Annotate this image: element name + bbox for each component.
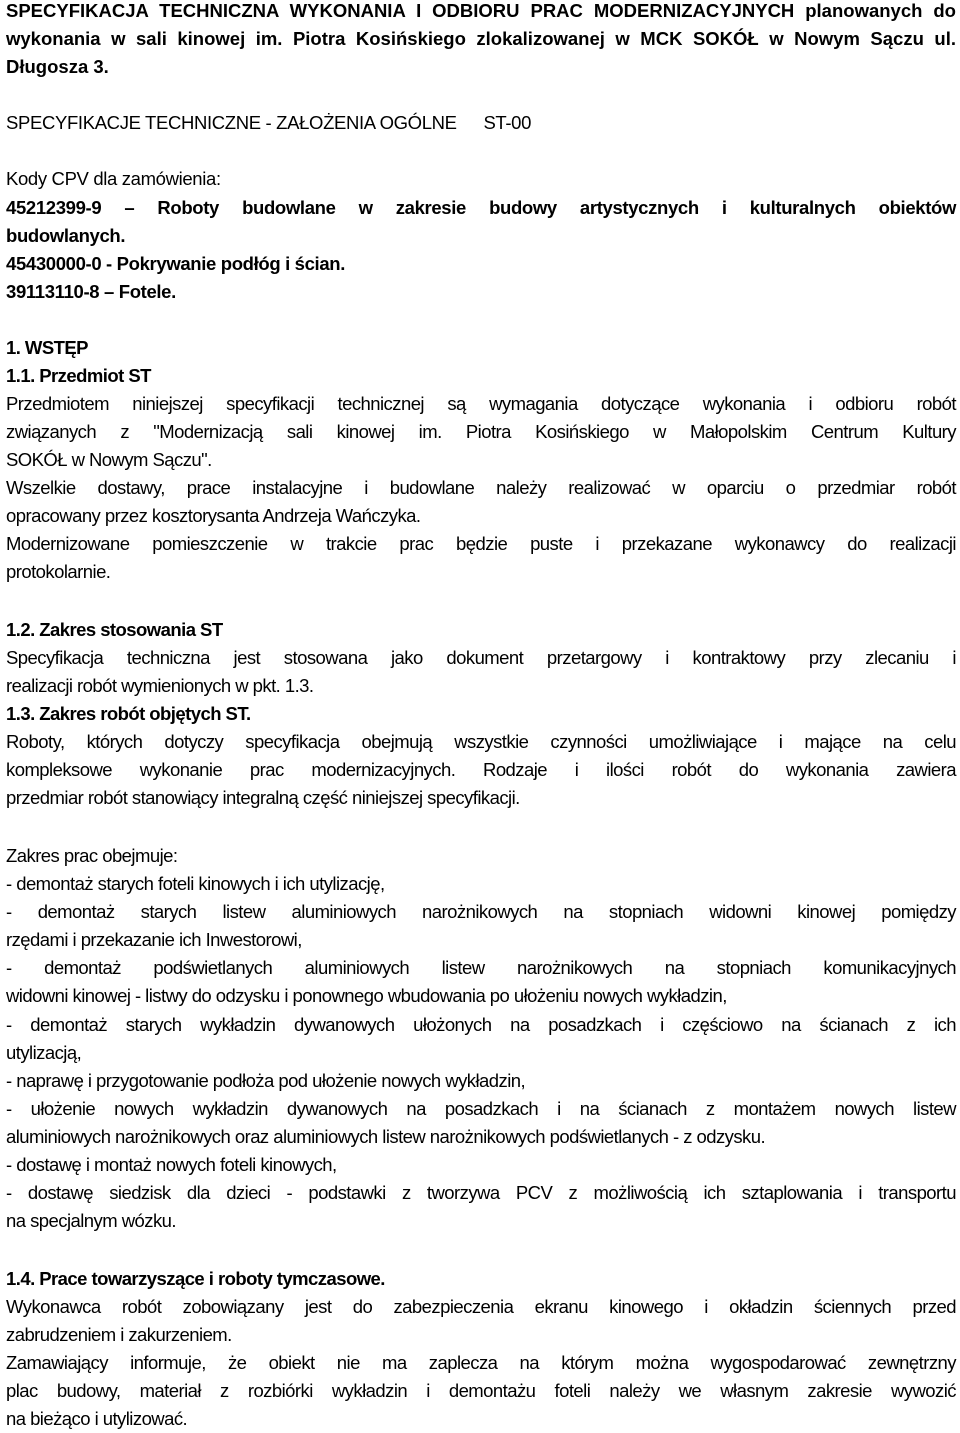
scope-line-8: - naprawę i przygotowanie podłoża pod ułożenie nowych wykładzin, (6, 1070, 526, 1091)
scope-line-11: - dostawę i montaż nowych foteli kinowych, (6, 1154, 337, 1175)
cpv-item-1-cont: budowlanych. (6, 225, 126, 246)
doc-title-line-3: Długosza 3. (6, 56, 109, 77)
cpv-heading: Kody CPV dla zamówienia: (6, 168, 221, 189)
st-code: ST-00 (483, 112, 532, 133)
s11-line-4: Wszelkie dostawy, prace instalacyjne i budowlane należy realizować w oparciu o przedmiar robót (6, 477, 956, 498)
s12-line-1: Specyfikacja techniczna jest stosowana jako dokument przetargowy i kontraktowy przy zlecaniu i (6, 647, 956, 668)
s11-line-5: opracowany przez kosztorysanta Andrzeja Wańczyka. (6, 505, 421, 526)
scope-line-10: aluminiowych narożnikowych oraz aluminiowych listew narożnikowych podświetlanych - z odzysku. (6, 1126, 766, 1147)
section-1-4-heading: 1.4. Prace towarzyszące i roboty tymczasowe. (6, 1268, 385, 1289)
s13-line-1: Roboty, których dotyczy specyfikacja obejmują wszystkie czynności umożliwiające i mające na celu (6, 731, 956, 752)
cpv-item-1: 45212399-9 – Roboty budowlane w zakresie budowy artystycznych i kulturalnych obiektów (6, 197, 956, 218)
s11-line-2: związanych z "Modernizacją sali kinowej im. Piotra Kosińskiego w Małopolskim Centrum Kultury (6, 421, 956, 442)
scope-line-5: widowni kinowej - listwy do odzysku i ponownego wbudowania po ułożeniu nowych wykładzin, (6, 985, 727, 1006)
scope-line-2: - demontaż starych listew aluminiowych narożnikowych na stopniach widowni kinowej pomiędzy (6, 901, 956, 922)
s11-line-3: SOKÓŁ w Nowym Sączu". (6, 449, 212, 470)
doc-title-line-2: wykonania w sali kinowej im. Piotra Kosińskiego zlokalizowanej w MCK SOKÓŁ w Nowym Sączu ul. (6, 28, 956, 49)
s14-line-2: zabrudzeniem i zakurzeniem. (6, 1324, 232, 1345)
s13-line-2: kompleksowe wykonanie prac modernizacyjnych. Rodzaje i ilości robót do wykonania zawiera (6, 759, 956, 780)
st-title-text: SPECYFIKACJE TECHNICZNE - ZAŁOŻENIA OGÓLNE (6, 112, 457, 133)
scope-line-4: - demontaż podświetlanych aluminiowych listew narożnikowych na stopniach komunikacyjnych (6, 957, 956, 978)
s14-line-5: na bieżąco i utylizować. (6, 1408, 188, 1429)
s11-line-1: Przedmiotem niniejszej specyfikacji technicznej są wymagania dotyczące wykonania i odbioru robót (6, 393, 956, 414)
s14-line-3: Zamawiający informuje, że obiekt nie ma zaplecza na którym można wygospodarować zewnętrzny (6, 1352, 956, 1373)
scope-line-9: - ułożenie nowych wykładzin dywanowych na posadzkach i na ścianach z montażem nowych listew (6, 1098, 956, 1119)
scope-line-7: utylizacją, (6, 1042, 82, 1063)
scope-line-6: - demontaż starych wykładzin dywanowych ułożonych na posadzkach i częściowo na ścianach z ich (6, 1014, 956, 1035)
scope-line-13: na specjalnym wózku. (6, 1210, 176, 1231)
scope-line-1: - demontaż starych foteli kinowych i ich utylizację, (6, 873, 385, 894)
cpv-item-2: 45430000-0 - Pokrywanie podłóg i ścian. (6, 253, 346, 274)
s13-line-3: przedmiar robót stanowiący integralną część niniejszej specyfikacji. (6, 787, 520, 808)
st-title (6, 109, 531, 137)
s12-line-2: realizacji robót wymienionych w pkt. 1.3. (6, 675, 314, 696)
s11-line-6: Modernizowane pomieszczenie w trakcie prac będzie puste i przekazane wykonawcy do realizacji (6, 533, 956, 554)
cpv-item-3: 39113110-8 – Fotele. (6, 281, 176, 302)
doc-title-line-1: SPECYFIKACJA TECHNICZNA WYKONANIA I ODBIORU PRAC MODERNIZACYJNYCH planowanych do (6, 0, 956, 21)
section-1-2-heading: 1.2. Zakres stosowania ST (6, 619, 223, 640)
section-1-1-heading: 1.1. Przedmiot ST (6, 365, 151, 386)
scope-line-12: - dostawę siedzisk dla dzieci - podstawki z tworzywa PCV z możliwością ich sztaplowania i transportu (6, 1182, 956, 1203)
scope-line-3: rzędami i przekazanie ich Inwestorowi, (6, 929, 302, 950)
s11-line-7: protokolarnie. (6, 561, 111, 582)
section-1-heading: 1. WSTĘP (6, 337, 88, 358)
scope-heading: Zakres prac obejmuje: (6, 845, 178, 866)
s14-line-4: plac budowy, materiał z rozbiórki wykładzin i demontażu foteli należy we własnym zakresie wywozić (6, 1380, 956, 1401)
section-1-3-heading: 1.3. Zakres robót objętych ST. (6, 703, 251, 724)
s14-line-1: Wykonawca robót zobowiązany jest do zabezpieczenia ekranu kinowego i okładzin ściennych przed (6, 1296, 956, 1317)
